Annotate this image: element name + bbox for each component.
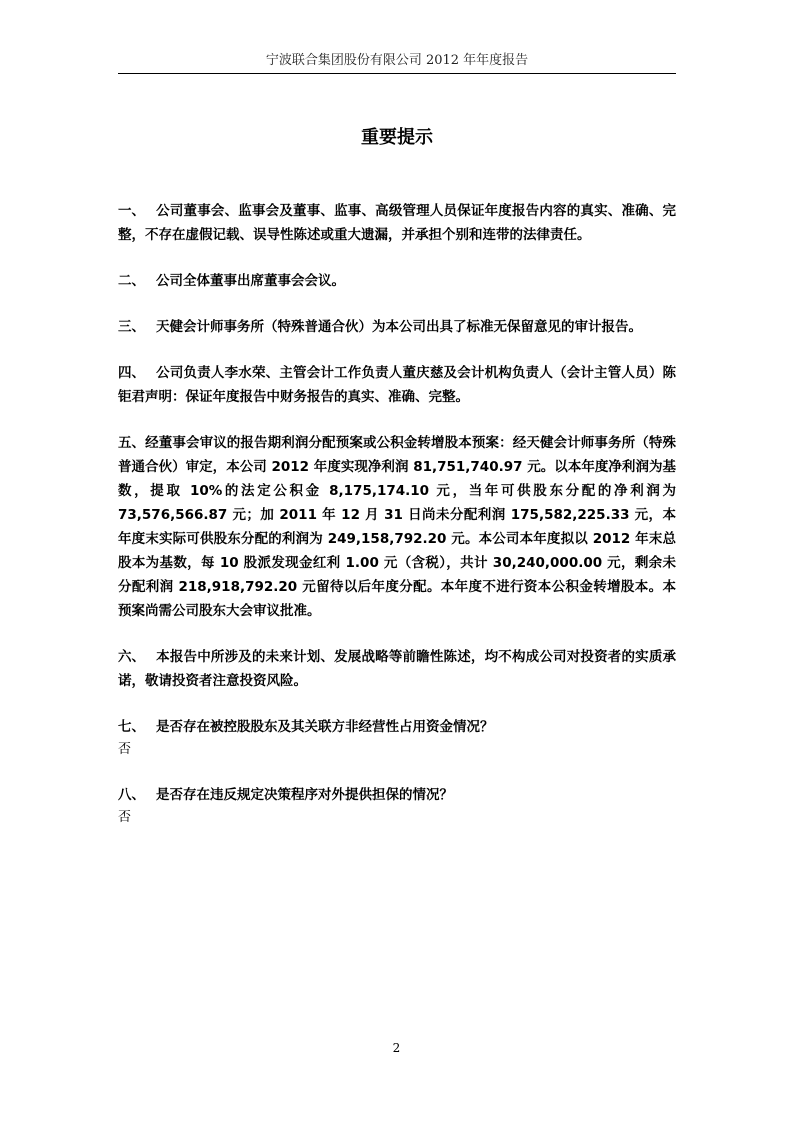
- notice-number: 六、: [118, 649, 145, 665]
- page-title: 重要提示: [361, 127, 433, 148]
- notice-text: 经董事会审议的报告期利润分配预案或公积金转增股本预案：经天健会计师事务所（特殊普通合伙）审定，本公司 2012 年度实现净利润 81,751,740.97 元。以本年度净利润为基数，提取 10%的法定公积金 8,175,174.10 元，当年可供股东分配的净利润为 73,576,566.87 元；加 2011 年 12 月 31 日尚未分配利润 175,582,225.33 元，本年度末实际可供股东分配的利润为 249,158,792.20 元。本公司本年度拟以 2012 年末总股本为基数，每 10 股派发现金红利 1.00 元（含税），共计 30,240,000.00 元，剩余未分配利润 218,918,792.20 元留待以后年度分配。本年度不进行资本公积金转增股本。本预案尚需公司股东大会审议批准。: [118, 435, 676, 619]
- notice-item-7: [118, 715, 676, 761]
- page-header: 宁波联合集团股份有限公司 2012 年年度报告: [265, 53, 529, 68]
- notice-number: 四、: [118, 365, 145, 381]
- notice-item-5: [118, 431, 676, 623]
- notice-number: 七、: [118, 719, 145, 735]
- notice-item-6: [118, 645, 676, 693]
- notice-item-1: [118, 199, 676, 247]
- notice-item-4: [118, 361, 676, 409]
- notice-text: 是否存在被控股股东及其关联方非经营性占用资金情况？: [156, 719, 494, 735]
- notice-answer: 否: [118, 810, 132, 825]
- notice-number: 三、: [118, 319, 145, 335]
- important-notices: [118, 199, 676, 851]
- page-number: 2: [392, 1041, 401, 1055]
- notice-item-3: [118, 315, 676, 339]
- notice-text: 公司负责人李水荣、主管会计工作负责人董庆慈及会计机构负责人（会计主管人员）陈钜君声明：保证年度报告中财务报告的真实、准确、完整。: [118, 365, 676, 405]
- notice-number: 二、: [118, 273, 145, 289]
- notice-number: 五、: [118, 435, 145, 451]
- notice-text: 是否存在违反规定决策程序对外提供担保的情况？: [156, 787, 453, 803]
- header-rule: [118, 73, 676, 74]
- notice-item-2: [118, 269, 676, 293]
- notice-text: 天健会计师事务所（特殊普通合伙）为本公司出具了标准无保留意见的审计报告。: [156, 319, 642, 335]
- notice-text: 本报告中所涉及的未来计划、发展战略等前瞻性陈述，均不构成公司对投资者的实质承诺，敬请投资者注意投资风险。: [118, 649, 676, 689]
- notice-answer: 否: [118, 742, 132, 757]
- notice-item-8: [118, 783, 676, 829]
- notice-number: 一、: [118, 203, 145, 219]
- notice-text: 公司董事会、监事会及董事、监事、高级管理人员保证年度报告内容的真实、准确、完整，不存在虚假记载、误导性陈述或重大遗漏，并承担个别和连带的法律责任。: [118, 203, 676, 243]
- notice-number: 八、: [118, 787, 145, 803]
- notice-text: 公司全体董事出席董事会会议。: [156, 273, 345, 289]
